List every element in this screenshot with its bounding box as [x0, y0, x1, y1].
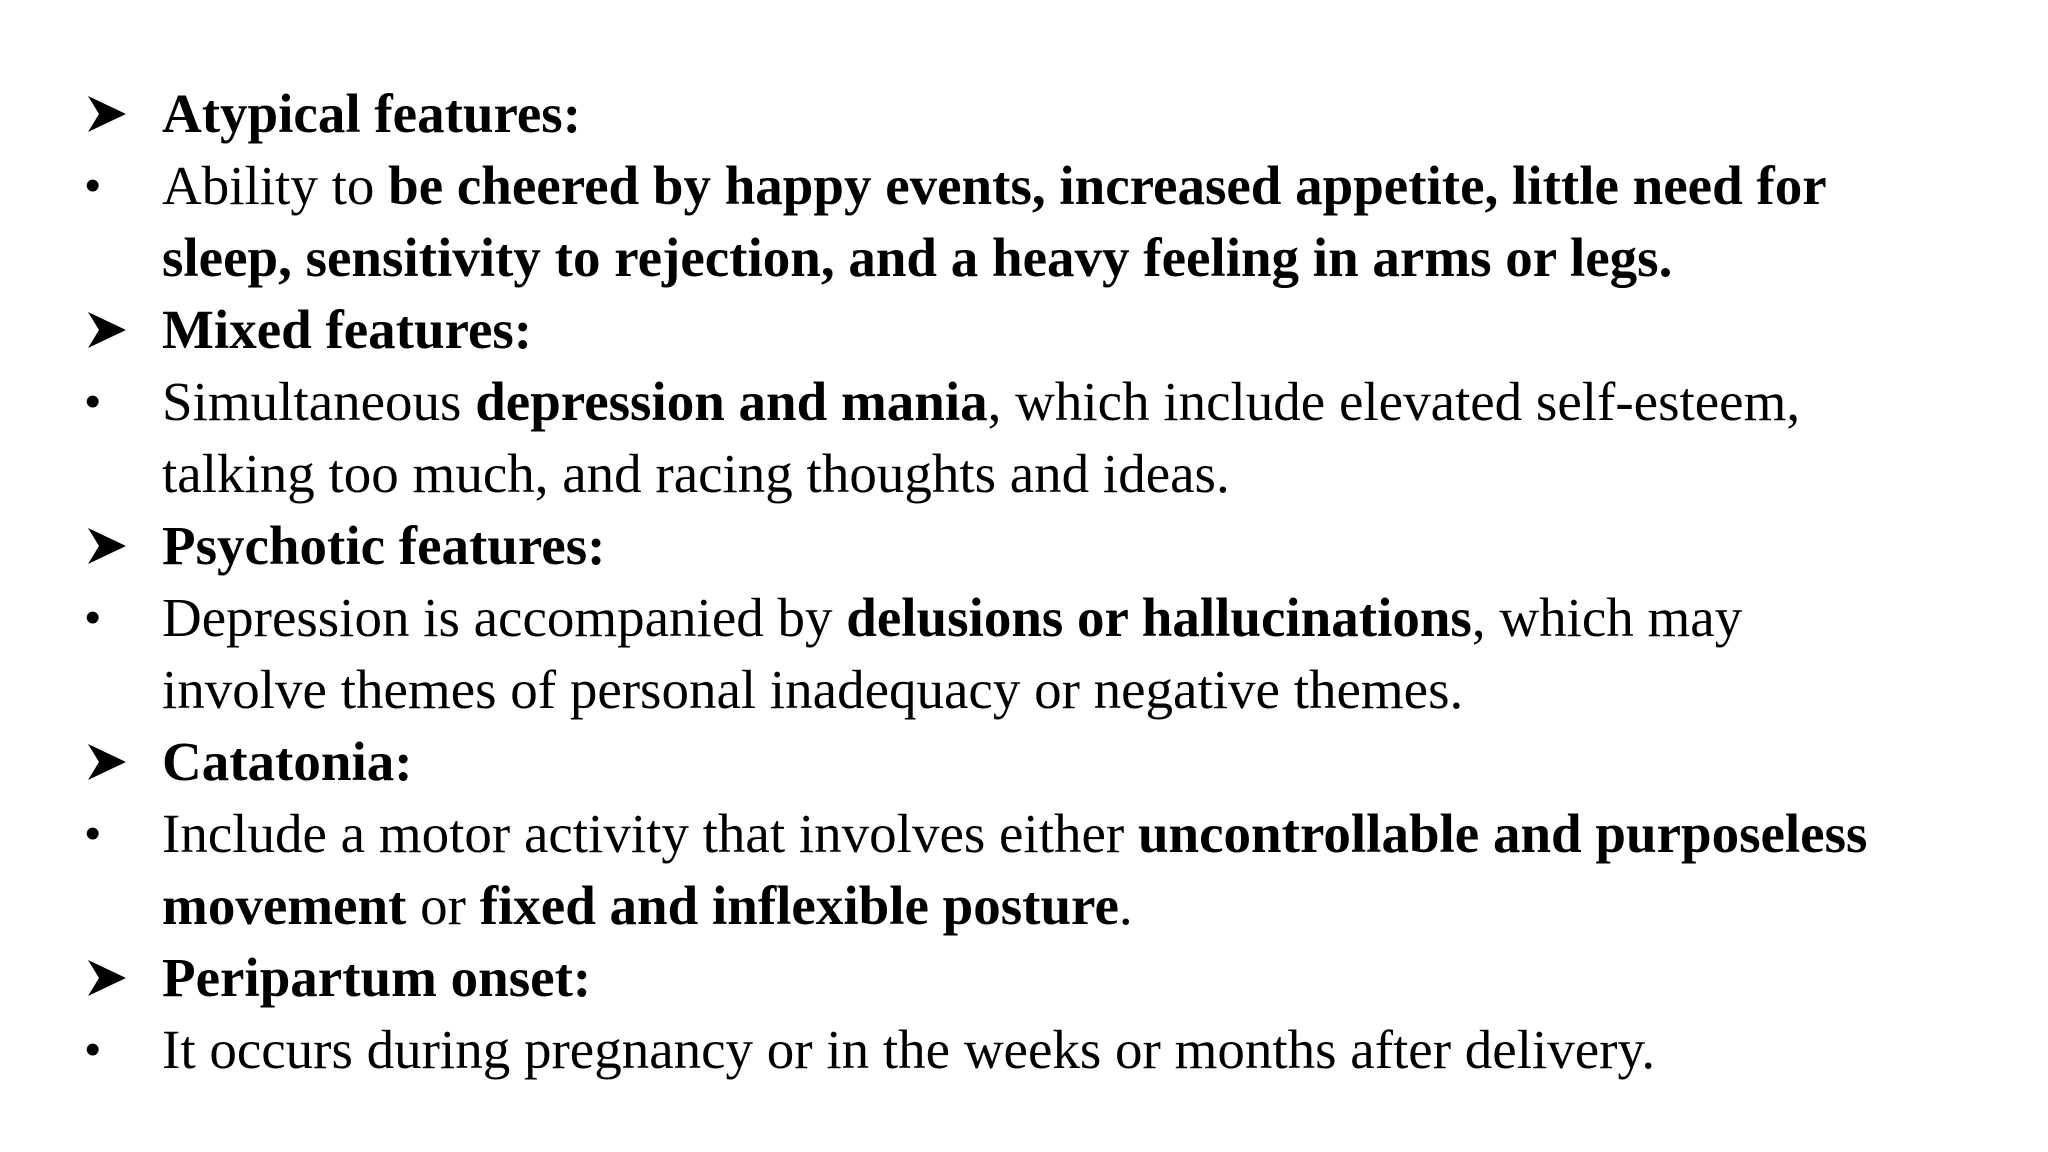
item-psychotic-line-1	[85, 582, 2035, 654]
arrowhead-bullet-icon	[85, 956, 129, 1000]
item-emphasis: sleep, sensitivity to rejection, and a heavy feeling in arms or legs.	[162, 227, 1673, 288]
item-text: , which include elevated self-esteem,	[987, 371, 1801, 432]
round-bullet-icon: •	[85, 593, 101, 642]
arrowhead-bullet-icon	[85, 92, 129, 136]
item-mixed-line-1	[85, 366, 2035, 438]
arrowhead-bullet-icon	[85, 308, 129, 352]
item-emphasis: fixed and inflexible posture	[479, 875, 1119, 936]
heading-peripartum-onset	[85, 942, 2035, 1014]
item-emphasis: uncontrollable and purposeless	[1137, 803, 1868, 864]
round-bullet-icon: •	[85, 809, 101, 858]
heading-text: Psychotic features:	[162, 515, 606, 576]
heading-text: Atypical features:	[162, 83, 582, 144]
item-atypical-line-2	[85, 222, 2035, 294]
item-emphasis: movement	[162, 875, 407, 936]
item-text: It occurs during pregnancy or in the weeks or months after delivery.	[162, 1019, 1656, 1080]
arrowhead-bullet-icon	[85, 524, 129, 568]
item-text: Include a motor activity that involves either	[162, 803, 1138, 864]
bullet-list	[85, 78, 2035, 1086]
item-emphasis: depression and mania	[475, 371, 988, 432]
heading-atypical-features	[85, 78, 2035, 150]
round-bullet-icon: •	[85, 1025, 101, 1074]
item-mixed-line-2	[85, 438, 2035, 510]
item-emphasis: delusions or hallucinations	[846, 587, 1472, 648]
item-atypical-line-1	[85, 150, 2035, 222]
item-text: or	[406, 875, 480, 936]
heading-catatonia	[85, 726, 2035, 798]
arrowhead-bullet-icon	[85, 740, 129, 784]
item-catatonia-line-1	[85, 798, 2035, 870]
item-text: Ability to	[162, 155, 389, 216]
item-text: , which may	[1471, 587, 1743, 648]
item-text: involve themes of personal inadequacy or negative themes.	[162, 659, 1464, 720]
round-bullet-icon: •	[85, 161, 101, 210]
item-catatonia-line-2	[85, 870, 2035, 942]
item-text: talking too much, and racing thoughts and ideas.	[162, 443, 1230, 504]
item-emphasis: be cheered by happy events, increased appetite, little need for	[388, 155, 1827, 216]
item-text: Depression is accompanied by	[162, 587, 847, 648]
round-bullet-icon: •	[85, 377, 101, 426]
item-text: .	[1118, 875, 1133, 936]
heading-text: Mixed features:	[162, 299, 533, 360]
item-text: Simultaneous	[162, 371, 476, 432]
heading-text: Peripartum onset:	[162, 947, 592, 1008]
heading-text: Catatonia:	[162, 731, 413, 792]
heading-mixed-features	[85, 294, 2035, 366]
item-psychotic-line-2	[85, 654, 2035, 726]
heading-psychotic-features	[85, 510, 2035, 582]
item-peripartum-line-1	[85, 1014, 2035, 1086]
